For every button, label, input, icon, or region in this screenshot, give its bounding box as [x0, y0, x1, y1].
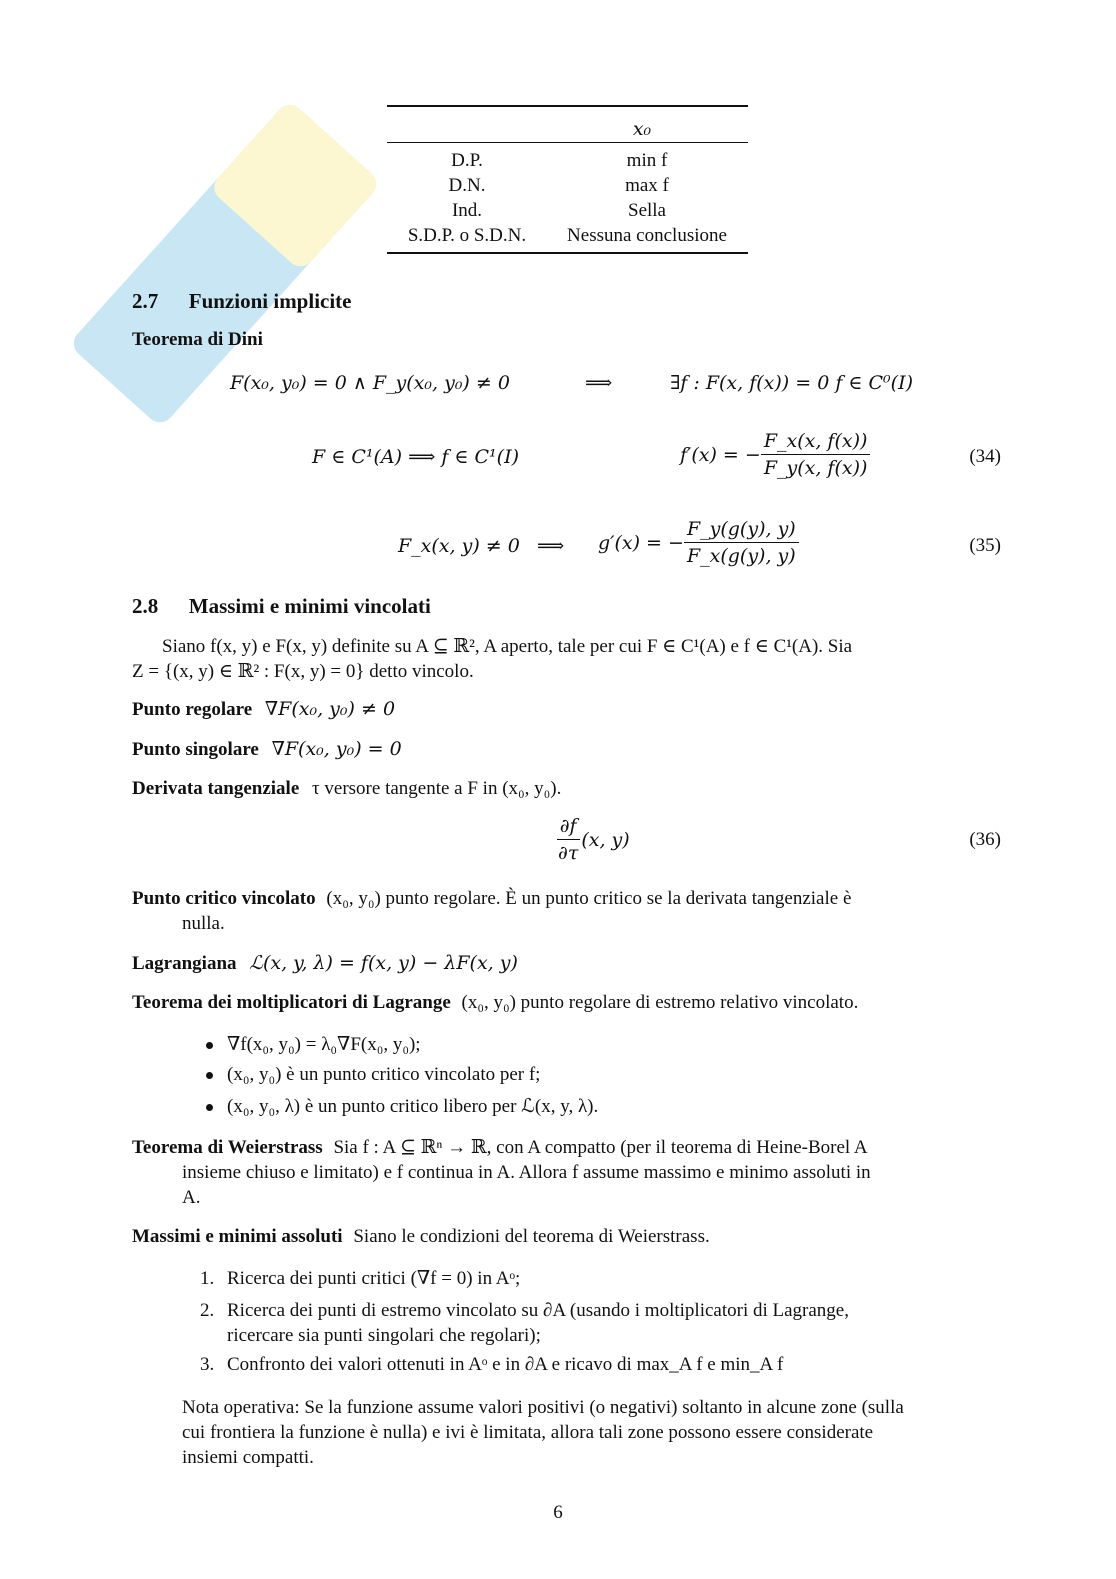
table-cell-cond: D.P.	[451, 150, 483, 171]
table-cell-result: Nessuna conclusione	[567, 225, 727, 246]
theorem-text: Sia f : A ⊆ ℝⁿ → ℝ, con A compatto (per il teorema di Heine-Borel A	[333, 1137, 868, 1158]
list-item	[200, 1267, 520, 1290]
eq34-fraction	[761, 430, 871, 479]
theorem-label: Teorema dei moltiplicatori di Lagrange	[132, 992, 451, 1013]
eq36-denominator: ∂τ	[558, 842, 579, 864]
table-cell-cond: Ind.	[451, 200, 483, 221]
table-top-rule	[387, 105, 748, 107]
eq34-denominator: F_y(x, f(x))	[763, 457, 868, 479]
definition-constrained-critical-point	[132, 886, 1004, 936]
dini-conclusion: ∃f : F(x, f(x)) = 0 f ∈ C⁰(I)	[670, 372, 913, 394]
intro-line: Z = {(x, y) ∈ ℝ² : F(x, y) = 0} detto vincolo.	[132, 661, 474, 682]
definition-text: Siano le condizioni del teorema di Weierstrass.	[353, 1226, 710, 1247]
list-item: (x₀, y₀, λ) è un punto critico libero per ℒ(x, y, λ).	[206, 1095, 598, 1118]
table-cell-result: max f	[625, 175, 669, 196]
theorem-lagrange-multipliers	[132, 992, 858, 1014]
eq35-numerator: F_y(g(y), y)	[684, 518, 799, 543]
eq34-regularity: F ∈ C¹(A) ⟹ f ∈ C¹(I)	[312, 446, 520, 468]
section-number: 2.7	[132, 289, 159, 313]
eq35-lhs: g′(x) = −	[598, 531, 684, 554]
list-item	[200, 1298, 1005, 1348]
intro-line: Siano f(x, y) e F(x, y) definite su A ⊆ ℝ², A aperto, tale per cui F ∈ C¹(A) e f ∈ C¹(A). Sia	[162, 636, 853, 657]
eq35-fraction	[684, 518, 799, 567]
section-title: Massimi e minimi vincolati	[188, 594, 431, 618]
theorem-label: Teorema di Weierstrass	[132, 1137, 323, 1158]
table-header-x0: x₀	[632, 118, 652, 140]
list-item: ∇f(x₀, y₀) = λ₀∇F(x₀, y₀);	[206, 1033, 421, 1056]
definition-singular-point	[132, 738, 402, 761]
step-number: 1.	[200, 1268, 215, 1289]
watermark-yellow-block	[209, 99, 382, 272]
definition-regular-point	[132, 698, 395, 721]
definition-tangent-derivative	[132, 778, 561, 800]
theorem-text: A.	[182, 1187, 201, 1208]
step-text: Ricerca dei punti critici (∇f = 0) in Aᵒ;	[227, 1268, 521, 1289]
intro-paragraph	[132, 634, 1004, 684]
step-number: 3.	[200, 1354, 215, 1375]
section-heading-2-7	[132, 289, 352, 314]
theorem-weierstrass	[132, 1135, 1004, 1210]
theorem-text: (x₀, y₀) punto regolare di estremo relativo vincolato.	[461, 992, 859, 1013]
eq36-numerator: ∂f	[557, 815, 580, 840]
table-cell-cond: D.N.	[448, 175, 486, 196]
step-text: Confronto dei valori ottenuti in Aᵒ e in ∂A e ricavo di max_A f e min_A f	[227, 1354, 784, 1375]
skuola-watermark	[35, 40, 455, 510]
definition-label: Punto regolare	[132, 699, 253, 720]
theorem-text: insieme chiuso e limitato) e f continua in A. Allora f assume massimo e minimo assoluti in	[182, 1162, 871, 1183]
note-line: cui frontiera la funzione è nulla) e ivi è limitata, allora tali zone possono essere considerate	[182, 1422, 874, 1443]
eq36-fraction	[555, 815, 581, 864]
eq34-numerator: F_x(x, f(x))	[761, 430, 871, 455]
implies-symbol: ⟹	[585, 372, 613, 394]
eq36-directional-derivative	[555, 815, 630, 864]
equation-number-34: (34)	[969, 446, 1001, 467]
dini-condition: F(x₀, y₀) = 0 ∧ F_y(x₀, y₀) ≠ 0	[230, 372, 510, 394]
equation-number-35: (35)	[969, 535, 1001, 556]
bullet-icon	[206, 1104, 213, 1111]
table-mid-rule	[387, 142, 748, 143]
eq35-condition: F_x(x, y) ≠ 0	[398, 535, 520, 557]
definition-text: ℒ(x, y, λ) = f(x, y) − λF(x, y)	[249, 952, 518, 974]
note-line: insiemi compatti.	[182, 1447, 314, 1468]
note-line: Nota operativa: Se la funzione assume valori positivi (o negativi) soltanto in alcune zone (sulla	[182, 1397, 904, 1418]
section-title: Funzioni implicite	[188, 289, 352, 313]
theorem-title-dini: Teorema di Dini	[132, 329, 263, 350]
list-item	[200, 1354, 783, 1376]
definition-label: Massimi e minimi assoluti	[132, 1226, 343, 1247]
definition-text: ∇F(x₀, y₀) ≠ 0	[264, 698, 396, 720]
definition-text: nulla.	[182, 913, 225, 934]
definition-label: Lagrangiana	[132, 953, 237, 974]
eq36-argument: (x, y)	[581, 828, 630, 851]
definition-label: Punto singolare	[132, 739, 259, 760]
step-text: Ricerca dei punti di estremo vincolato su ∂A (usando i moltiplicatori di Lagrange,	[227, 1300, 849, 1321]
table-cell-result: min f	[626, 150, 668, 171]
operative-note	[182, 1395, 1004, 1470]
definition-label: Derivata tangenziale	[132, 778, 300, 799]
page-number: 6	[553, 1502, 563, 1523]
equation-number-36: (36)	[969, 829, 1001, 850]
bullet-icon	[206, 1072, 213, 1079]
step-text: ricercare sia punti singolari che regolari);	[227, 1325, 541, 1346]
table-cell-result: Sella	[628, 200, 666, 221]
definition-lagrangian	[132, 952, 518, 975]
list-item: (x₀, y₀) è un punto critico vincolato per f;	[206, 1064, 540, 1086]
definition-text: τ versore tangente a F in (x₀, y₀).	[312, 778, 562, 799]
table-cell-cond: S.D.P. o S.D.N.	[407, 225, 527, 246]
definition-text: (x₀, y₀) punto regolare. È un punto critico se la derivata tangenziale è	[326, 888, 852, 909]
eq35-derivative	[598, 518, 799, 567]
definition-absolute-extrema	[132, 1226, 710, 1248]
implies-symbol: ⟹	[537, 535, 565, 557]
eq34-lhs: f′(x) = −	[680, 443, 761, 466]
section-number: 2.8	[132, 594, 159, 618]
definition-label: Punto critico vincolato	[132, 888, 316, 909]
section-heading-2-8	[132, 594, 431, 619]
table-bottom-rule	[387, 252, 748, 254]
definition-text: ∇F(x₀, y₀) = 0	[271, 738, 402, 760]
eq35-denominator: F_x(g(y), y)	[686, 545, 796, 567]
bullet-icon	[206, 1042, 213, 1049]
eq34-derivative	[680, 430, 870, 479]
step-number: 2.	[200, 1300, 215, 1321]
